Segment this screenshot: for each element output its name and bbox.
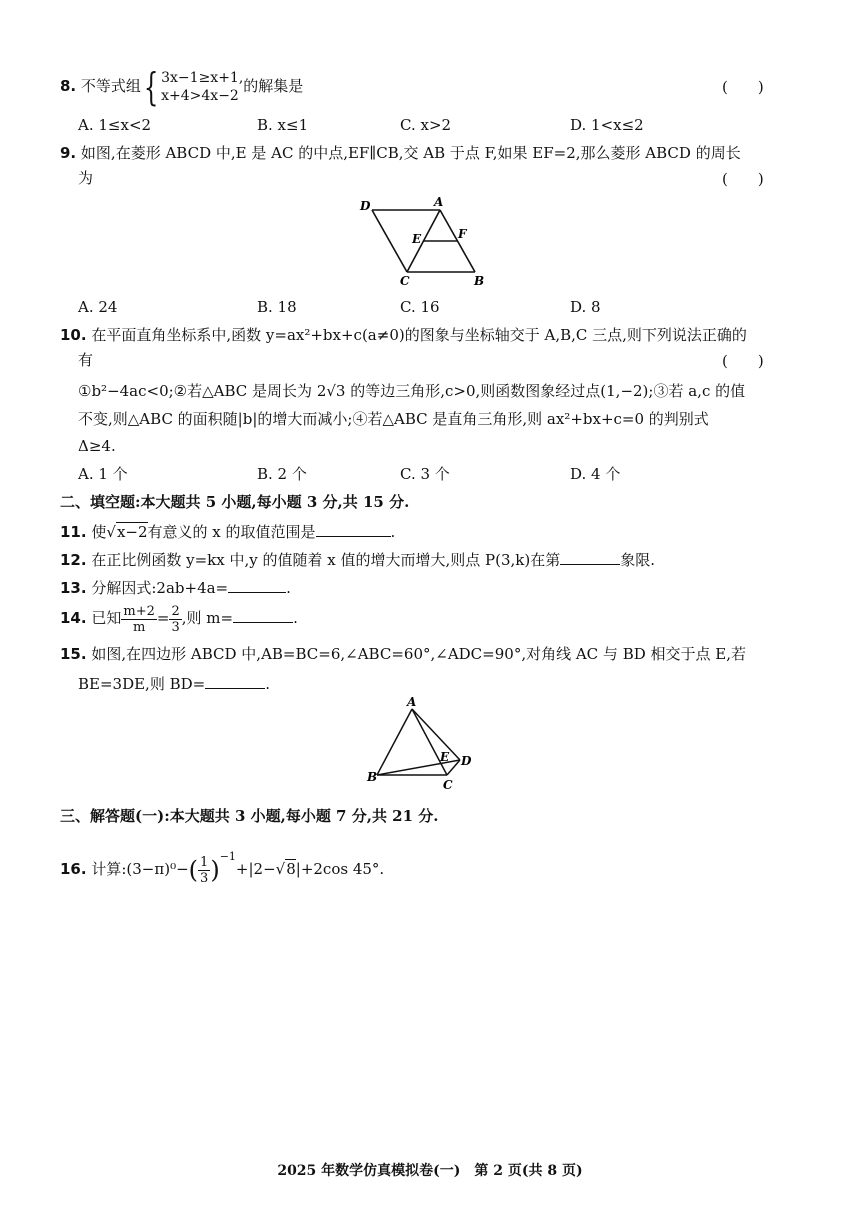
option-b: B. 2 个 [257,465,307,483]
label-e: E [412,232,422,246]
answer-paren: ( ) [722,78,764,96]
question-text: +|2− [235,860,276,878]
answer-blank [228,576,286,593]
option-d: D. 8 [570,298,601,316]
question-number: 11. [60,523,87,541]
question-text: . [265,675,270,693]
question-10 [60,325,747,345]
question-9-line2: 为 [78,169,94,187]
answer-blank [560,548,620,565]
option-c: C. 3 个 [400,465,450,483]
question-number: 14. [60,609,87,627]
denominator: 3 [200,870,209,886]
question-9 [60,143,741,163]
question-text: BE=3DE,则 BD= [78,675,206,693]
radicand: 8 [286,860,296,878]
option-a: A. 1≤x<2 [78,116,152,134]
option-c: C. 16 [400,298,440,316]
question-16 [60,840,384,887]
question-number: 13. [60,579,87,597]
question-text: 在平面直角坐标系中,函数 y=ax²+bx+c(a≠0)的图象与坐标轴交于 A,B,C 三点,则下列说法正确的 [91,326,747,344]
denominator: 3 [171,619,180,635]
question-number: 10. [60,326,87,344]
label-a: A [434,195,444,209]
question-number: 9. [60,144,77,162]
numerator: 2 [171,603,180,619]
section-heading-3: 三、解答题(一):本大题共 3 小题,每小题 7 分,共 21 分. [60,807,439,825]
question-text: ,则 m= [181,609,234,627]
question-10-line2: 有 [78,351,94,369]
label-c: C [443,778,453,792]
option-c: C. x>2 [400,116,452,134]
question-10-line3: ①b²−4ac<0;②若△ABC 是周长为 2√3 的等边三角形,c>0,则函数图象经过点(1,−2);③若 a,c 的值 [78,382,746,400]
label-d: D [461,754,472,768]
question-number: 12. [60,551,87,569]
question-14 [60,601,298,635]
question-text: 在正比例函数 y=kx 中,y 的值随着 x 值的增大而增大,则点 P(3,k)在第 [91,551,561,569]
question-12 [60,548,655,570]
equals: = [156,609,170,627]
label-f: F [458,227,467,241]
option-a: A. 24 [78,298,118,316]
inequality-1: 3x−1≥x+1, [161,70,244,86]
option-b: B. x≤1 [257,116,309,134]
question-text: 计算:(3−π)⁰− [91,860,189,878]
question-10-line5: Δ≥4. [78,437,116,455]
question-text: 分解因式:2ab+4a= [91,579,229,597]
option-d: D. 1<x≤2 [570,116,644,134]
numerator: m+2 [123,603,155,619]
sqrt-sign: √ [275,860,286,878]
right-paren: ) [210,856,220,884]
question-11 [60,520,395,542]
question-text: |+2cos 45°. [295,860,385,878]
section-heading-2: 二、填空题:本大题共 5 小题,每小题 3 分,共 15 分. [60,493,410,511]
fraction [198,855,210,886]
fraction [121,604,157,635]
question-text: 使 [91,523,107,541]
question-10-line4: 不变,则△ABC 的面积随|b|的增大而减小;④若△ABC 是直角三角形,则 ax²+bx+c=0 的判别式 [78,410,709,428]
brace: { [143,65,159,109]
question-13 [60,576,291,598]
question-number: 8. [60,77,77,95]
question-15 [60,644,746,664]
sqrt-sign: √ [106,523,116,541]
answer-paren: ( ) [722,170,764,188]
option-d: D. 4 个 [570,465,621,483]
question-8 [60,65,304,109]
radicand: x−2 [116,523,148,541]
page-footer: 2025 年数学仿真模拟卷(一) 第 2 页(共 8 页) [277,1163,583,1179]
inequality-system [161,69,243,105]
label-e: E [440,750,450,764]
answer-blank [316,520,391,537]
fraction [169,604,181,635]
question-text: 已知 [91,609,122,627]
question-text: . [293,609,298,627]
question-number: 16. [60,860,87,878]
denominator: m [132,619,146,635]
question-15-line2 [78,672,270,694]
label-a: A [407,695,417,709]
question-text: 如图,在四边形 ABCD 中,AB=BC=6,∠ABC=60°,∠ADC=90°,对角线 AC 与 BD 相交于点 E,若 [91,645,746,663]
label-b: B [367,770,378,784]
label-c: C [400,274,410,288]
label-b: B [474,274,485,288]
answer-blank [205,672,265,689]
quadrilateral-figure [365,695,485,795]
question-text: 不等式组 [80,77,141,95]
exponent: −1 [219,850,236,863]
rhombus-figure [350,192,500,292]
question-text: . [286,579,291,597]
question-text: . [390,523,396,541]
label-d: D [360,199,371,213]
question-text: 有意义的 x 的取值范围是 [147,523,316,541]
option-a: A. 1 个 [78,465,128,483]
question-text: 的解集是 [243,77,304,95]
numerator: 1 [200,854,209,870]
left-paren: ( [188,856,199,884]
question-text: 如图,在菱形 ABCD 中,E 是 AC 的中点,EF∥CB,交 AB 于点 F,如果 EF=2,那么菱形 ABCD 的周长 [80,144,741,162]
option-b: B. 18 [257,298,297,316]
answer-blank [233,606,293,623]
answer-paren: ( ) [722,352,764,370]
question-text: 象限. [620,551,656,569]
inequality-2: x+4>4x−2 [161,88,239,104]
question-number: 15. [60,645,87,663]
